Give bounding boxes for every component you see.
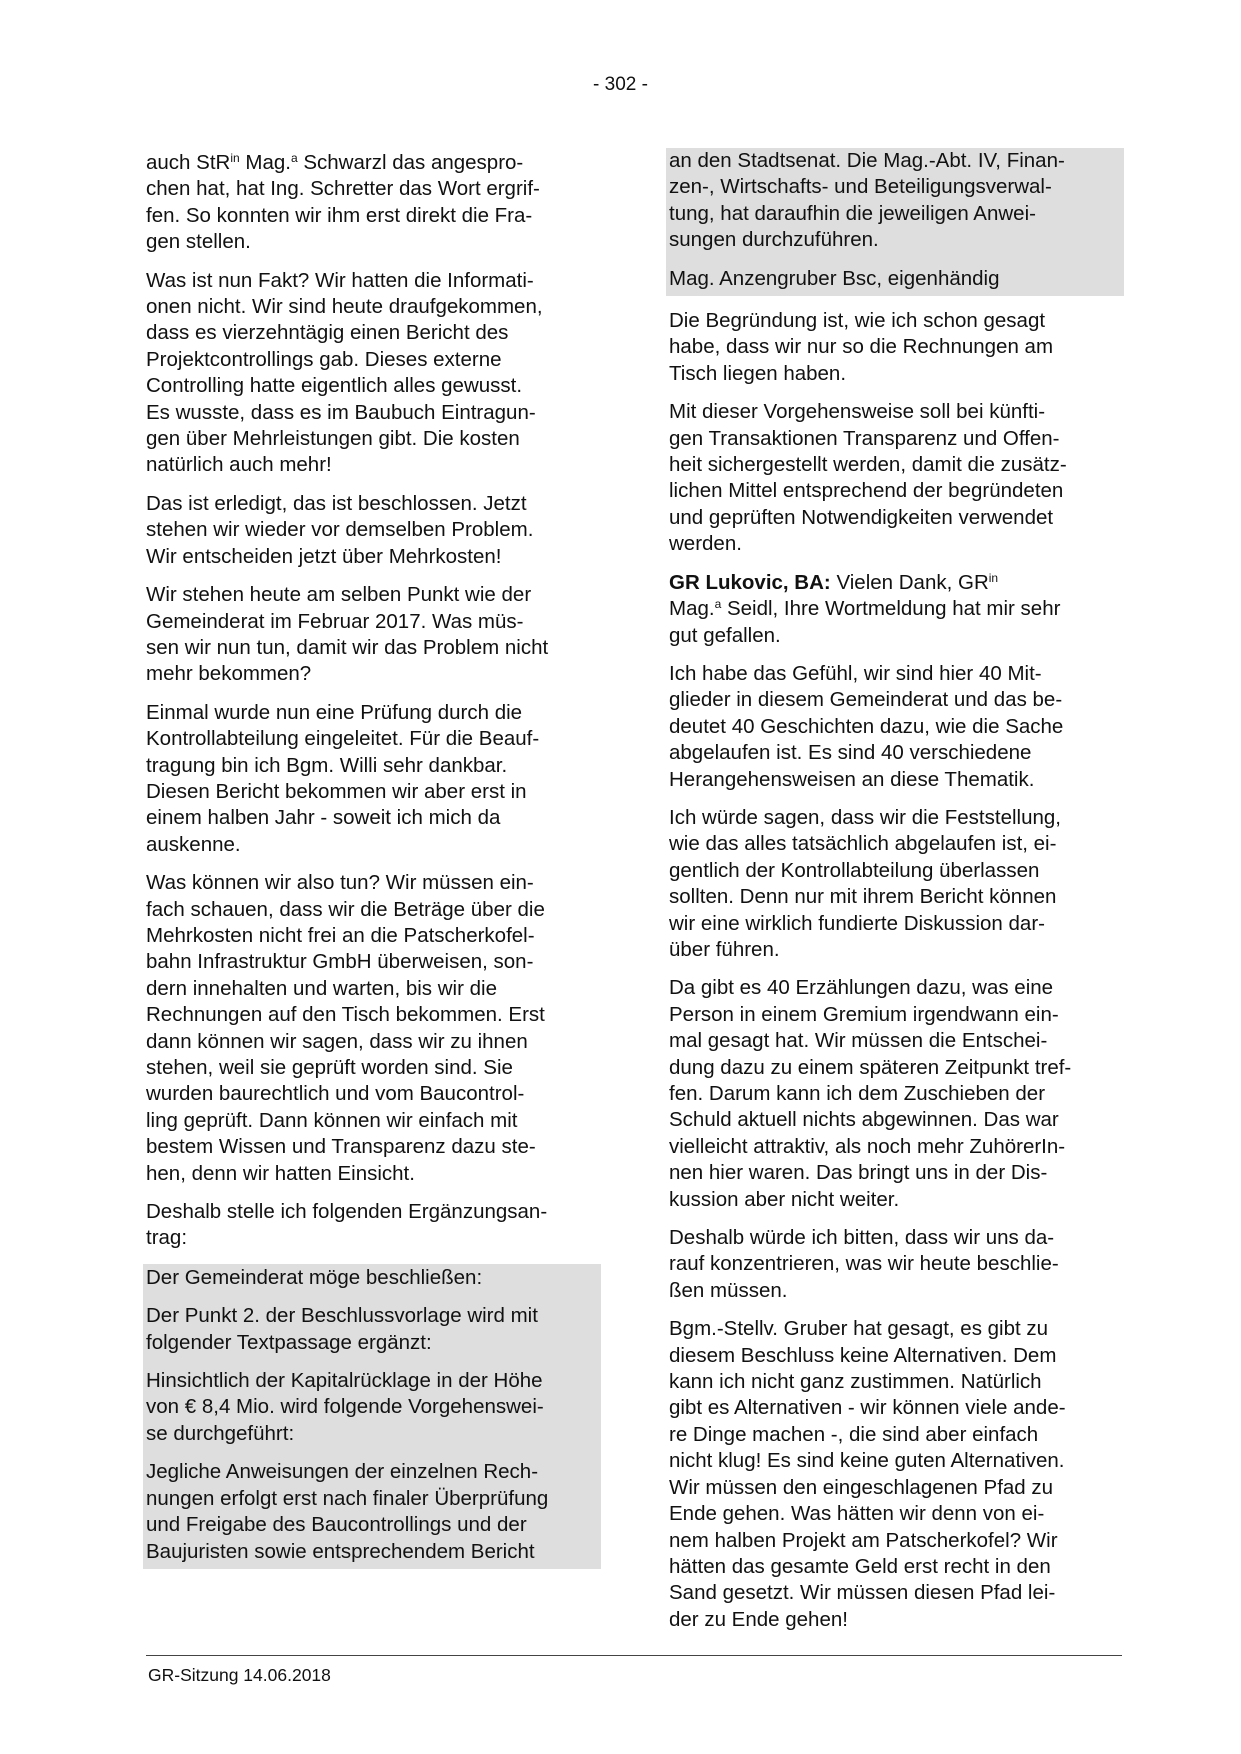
paragraph: Die Begründung ist, wie ich schon gesagt habe, dass wir nur so die Rechnungen am Tisch liegen haben. [669,309,1054,385]
paragraph: Ich habe das Gefühl, wir sind hier 40 Mit- glieder in diesem Gemeinderat und das be- deutet 40 Geschichten dazu, wie die Sache abgelaufen ist. Es sind 40 verschiedene Herangehensweisen an diese Thematik. [669,661,1064,791]
motion-signature: Mag. Anzengruber Bsc, eigenhändig [666,265,1124,296]
paragraph: Mit dieser Vorgehensweise soll bei künfti- gen Transaktionen Transparenz und Offen- heit sichergestellt werden, damit die zusätz- lichen Mittel entsprechend der begründeten und geprüften Notwendigkeiten verwendet werden. [669,400,1067,556]
paragraph: GR Lukovic, BA: Vielen Dank, $GR^{in}$ Mag.$^a$ Seidl, Ihre Wortmeldung hat mir sehr gut gefallen. [669,570,1061,647]
paragraph: Was ist nun Fakt? Wir hatten die Informati- onen nicht. Wir sind heute draufgekommen, dass es vierzehntägig einen Bericht des Projektcontrollings gab. Dieses externe Controlling hatte eigentlich alles gewusst. Es wusste, dass es im Baubuch Eintragun- gen über Mehrleistungen gibt. Die kosten natürlich auch mehr! [146,268,543,477]
paragraph: Das ist erledigt, das ist beschlossen. Jetzt stehen wir wieder vor demselben Problem. Wir entscheiden jetzt über Mehrkosten! [146,491,534,568]
paragraph: Da gibt es 40 Erzählungen dazu, was eine Person in einem Gremium irgendwann ein- mal gesagt hat. Wir müssen die Entschei- dung dazu zu einem späteren Zeitpunkt tref- fen. Darum kann ich dem Zuschieben der Schuld aktuell nichts abgewinnen. Das war vielleicht attraktiv, als noch mehr ZuhörerIn- nen hier waren. Das bringt uns in der Dis- kussion aber nicht weiter. [669,976,1072,1211]
speaker-name: GR Lukovic, BA: [669,570,831,594]
motion-text-block [143,1264,601,1569]
paragraph: auch StR$^{in}$ Mag.$^a$ Schwarzl das angespro- chen hat, hat Ing. Schretter das Wort ergrif- fen. So konnten wir ihm erst direkt die Fra- gen stellen. [146,151,540,254]
paragraph: Deshalb würde ich bitten, dass wir uns da- rauf konzentrieren, was wir heute beschlie- ßen müssen. [669,1226,1059,1302]
paragraph: Einmal wurde nun eine Prüfung durch die Kontrollabteilung eingeleitet. Für die Beauf- tragung bin ich Bgm. Willi sehr dankbar. Diesen Bericht bekommen wir aber erst in einem halben Jahr - soweit ich mich da auskenne. [146,700,540,856]
motion-paragraph: Hinsichtlich der Kapitalrücklage in der Höhe von € 8,4 Mio. wird folgende Vorgehenswei- se durchgeführt: [143,1367,601,1458]
motion-paragraph: an den Stadtsenat. Die Mag.-Abt. IV, Finan- zen-, Wirtschafts- und Beteiligungsverwal- tung, hat daraufhin die jeweiligen Anwei- sungen durchzuführen. [666,148,1124,265]
left-column [146,150,601,1581]
paragraph: Wir stehen heute am selben Punkt wie der Gemeinderat im Februar 2017. Was müs- sen wir nun tun, damit wir das Problem nicht mehr bekommen? [146,583,549,686]
paragraph: Deshalb stelle ich folgenden Ergänzungsan- trag: [146,1200,548,1250]
paragraph: Was können wir also tun? Wir müssen ein- fach schauen, dass wir die Beträge über die Mehrkosten nicht frei an die Patscherkofel- bahn Infrastruktur GmbH überweisen, son- dern innehalten und warten, bis wir die Rechnungen auf den Tisch bekommen. Erst dann können wir sagen, dass wir zu ihnen stehen, weil sie geprüft worden sind. Sie wurden baurechtlich und vom Baucontrol- ling geprüft. Dann können wir einfach mit bestem Wissen und Transparenz dazu ste- hen, denn wir hatten Einsicht. [146,871,545,1185]
paragraph: Bgm.-Stellv. Gruber hat gesagt, es gibt zu diesem Beschluss keine Alternativen. Dem kann ich nicht ganz zustimmen. Natürlich gibt es Alternativen - wir können viele ande- re Dinge machen -, die sind aber einfach nicht klug! Es sind keine guten Alternativen. Wir müssen den eingeschlagenen Pfad zu Ende gehen. Was hätten wir denn von ei- nem halben Projekt am Patscherkofel? Wir hätten das gesamte Geld erst recht in den Sand gesetzt. Wir müssen diesen Pfad lei- der zu Ende gehen! [669,1317,1066,1631]
motion-heading: Der Gemeinderat möge beschließen: [143,1264,601,1302]
paragraph: Ich würde sagen, dass wir die Feststellung, wie das alles tatsächlich abgelaufen ist, ei- gentlich der Kontrollabteilung überlassen sollten. Denn nur mit ihrem Bericht können wir eine wirklich fundierte Diskussion dar- über führen. [669,805,1061,961]
motion-text-block-continued [666,148,1124,296]
motion-paragraph: Der Punkt 2. der Beschlussvorlage wird mit folgender Textpassage ergänzt: [143,1302,601,1367]
motion-paragraph: Jegliche Anweisungen der einzelnen Rech- nungen erfolgt erst nach finaler Überprüfung und Freigabe des Baucontrollings und der Baujuristen sowie entsprechendem Bericht [143,1458,601,1569]
footer-session-date: GR-Sitzung 14.06.2018 [148,1665,331,1685]
footer-divider [146,1655,1122,1656]
page-number: - 302 - [593,74,648,95]
right-column [669,150,1124,1645]
